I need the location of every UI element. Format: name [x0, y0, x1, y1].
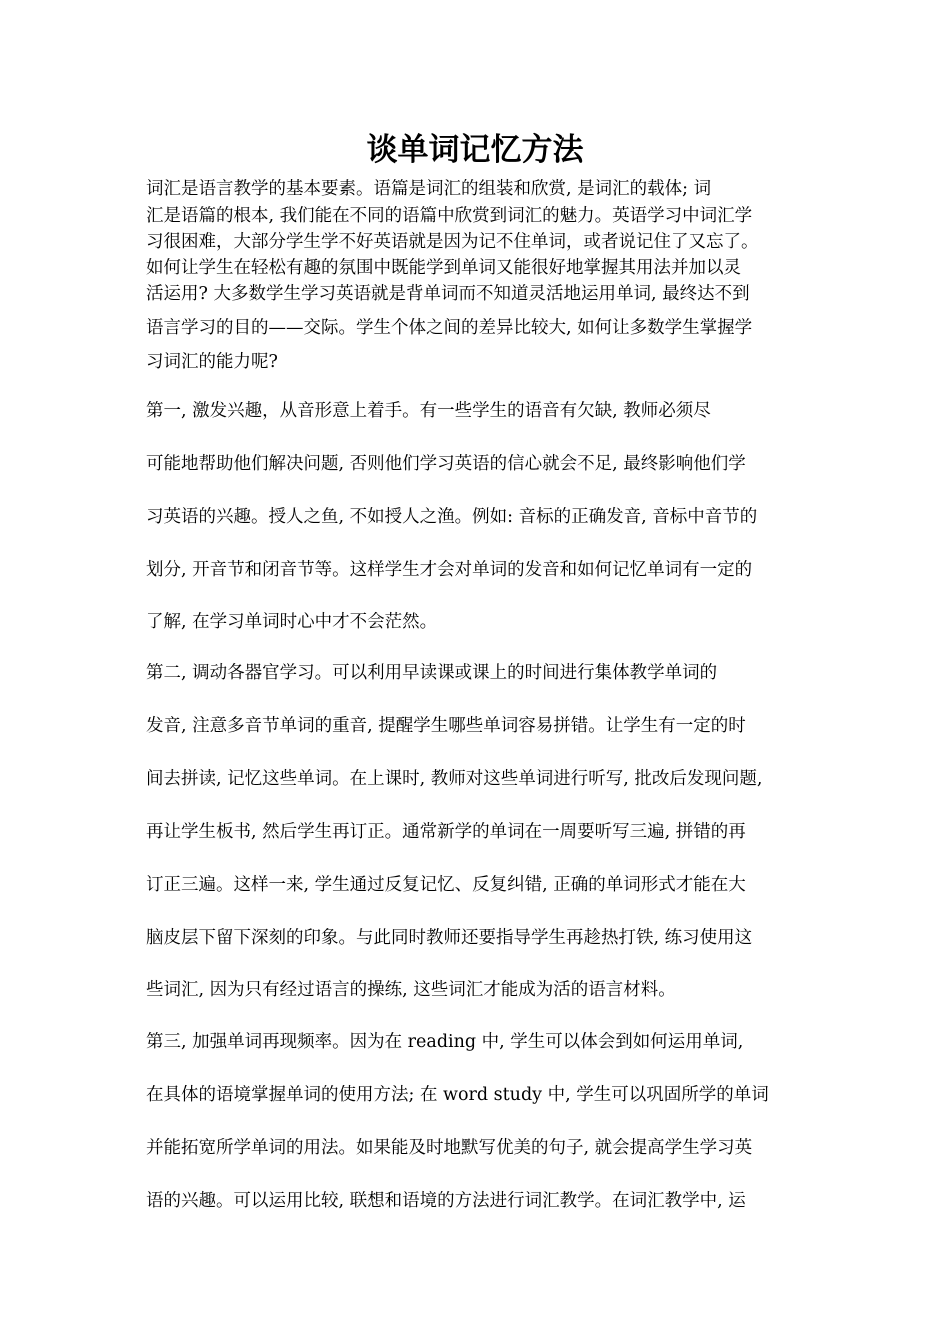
- paragraph-line: 脑皮层下留下深刻的印象。与此同时教师还要指导学生再趁热打铁, 练习使用这: [146, 928, 753, 948]
- paragraph-line: 间去拼读, 记忆这些单词。在上课时, 教师对这些单词进行听写, 批改后发现问题,: [146, 769, 763, 789]
- paragraph-line: 可能地帮助他们解决问题, 否则他们学习英语的信心就会不足, 最终影响他们学: [146, 454, 746, 474]
- paragraph-line: 些词汇, 因为只有经过语言的操练, 这些词汇才能成为活的语言材料。: [146, 980, 676, 1000]
- paragraph-line: 如何让学生在轻松有趣的氛围中既能学到单词又能很好地掌握其用法并加以灵: [146, 258, 741, 278]
- paragraph-line: 汇是语篇的根本, 我们能在不同的语篇中欣赏到词汇的魅力。英语学习中词汇学: [146, 206, 753, 226]
- document-title: 谈单词记忆方法: [366, 132, 584, 168]
- paragraph-line: 再让学生板书, 然后学生再订正。通常新学的单词在一周要听写三遍, 拼错的再: [146, 822, 746, 842]
- paragraph-line: 习英语的兴趣。授人之鱼, 不如授人之渔。例如: 音标的正确发音, 音标中音节的: [146, 507, 758, 527]
- paragraph-line: 词汇是语言教学的基本要素。语篇是词汇的组装和欣赏, 是词汇的载体; 词: [146, 179, 712, 199]
- paragraph-line: 习词汇的能力呢?: [146, 352, 278, 372]
- paragraph-line: 在具体的语境掌握单词的使用方法; 在 word study 中, 学生可以巩固所学的单词: [146, 1085, 769, 1105]
- paragraph-line: 语言学习的目的——交际。学生个体之间的差异比较大, 如何让多数学生掌握学: [146, 318, 753, 338]
- paragraph-line: 并能拓宽所学单词的用法。如果能及时地默写优美的句子, 就会提高学生学习英: [146, 1138, 753, 1158]
- paragraph-line: 语的兴趣。可以运用比较, 联想和语境的方法进行词汇教学。在词汇教学中, 运: [146, 1191, 746, 1211]
- paragraph-line: 活运用? 大多数学生学习英语就是背单词而不知道灵活地运用单词, 最终达不到: [146, 284, 750, 304]
- paragraph-line: 第三, 加强单词再现频率。因为在 reading 中, 学生可以体会到如何运用单词,: [146, 1032, 744, 1052]
- paragraph-line: 了解, 在学习单词时心中才不会茫然。: [146, 612, 438, 632]
- paragraph-line: 第一, 激发兴趣，从音形意上着手。有一些学生的语音有欠缺, 教师必须尽: [146, 401, 711, 421]
- paragraph-line: 订正三遍。这样一来, 学生通过反复记忆、反复纠错, 正确的单词形式才能在大: [146, 875, 746, 895]
- paragraph-line: 发音, 注意多音节单词的重音, 提醒学生哪些单词容易拼错。让学生有一定的时: [146, 716, 746, 736]
- paragraph-line: 习很困难，大部分学生学不好英语就是因为记不住单词，或者说记住了又忘了。: [146, 232, 759, 252]
- paragraph-line: 第二, 调动各器官学习。可以利用早读课或课上的时间进行集体教学单词的: [146, 663, 718, 683]
- paragraph-line: 划分, 开音节和闭音节等。这样学生才会对单词的发音和如何记忆单词有一定的: [146, 560, 753, 580]
